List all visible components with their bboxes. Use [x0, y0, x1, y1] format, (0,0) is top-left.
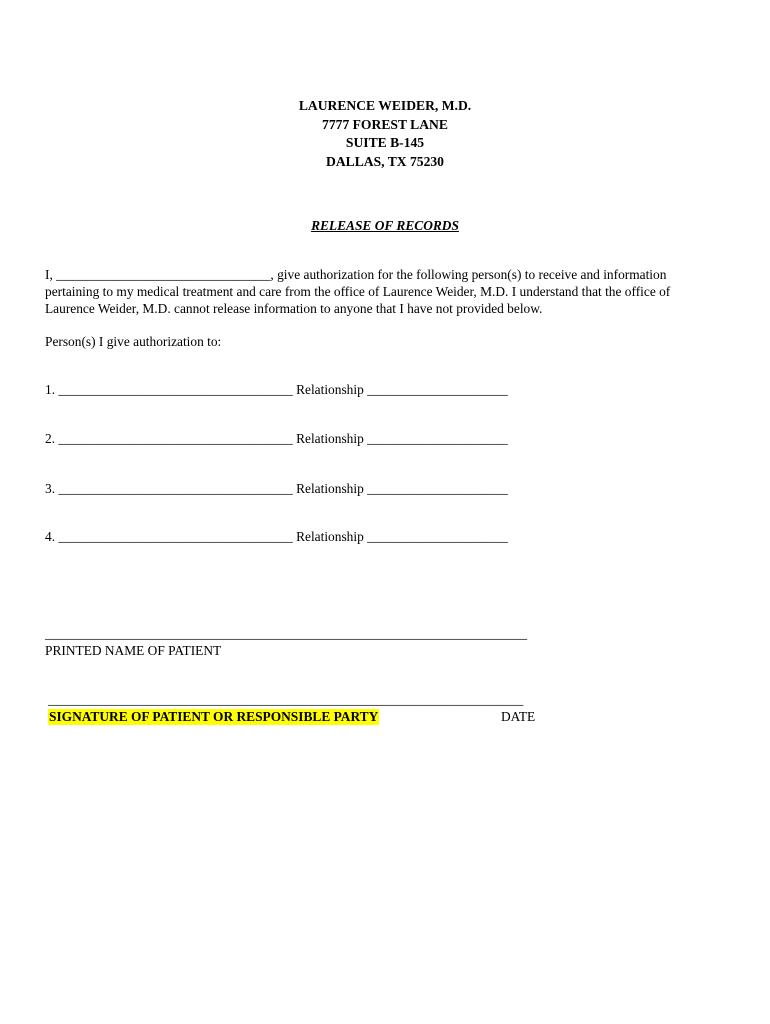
person-line-2[interactable]: 2. ___________________________________ Relationship _____________________ [45, 431, 508, 446]
person-line-4[interactable]: 4. ___________________________________ Relationship _____________________ [45, 529, 508, 544]
printed-name-line[interactable]: ________________________________________________________________________ [45, 626, 528, 641]
authorization-paragraph: I, ________________________________, give authorization for the following person(s) to receive and information pertaining to my medical treatment and care from the office of Laurence Weider, M.D. I understand that the office of Laurence Weider, M.D. cannot release information to anyone that I have not provided below. [45, 267, 671, 316]
date-label: DATE [501, 709, 536, 724]
signature-label: SIGNATURE OF PATIENT OR RESPONSIBLE PARTY [49, 709, 379, 724]
person-line-3[interactable]: 3. ___________________________________ Relationship _____________________ [45, 481, 508, 496]
persons-intro: Person(s) I give authorization to: [45, 334, 222, 349]
person-line-1[interactable]: 1. ___________________________________ Relationship _____________________ [45, 382, 508, 397]
street-address: 7777 FOREST LANE [322, 116, 448, 132]
printed-name-label: PRINTED NAME OF PATIENT [45, 643, 222, 658]
physician-name: LAURENCE WEIDER, M.D. [298, 98, 472, 113]
signature-line[interactable]: _______________________________________________________________________ [48, 692, 524, 707]
city-state-zip: DALLAS, TX 75230 [326, 153, 444, 169]
suite: SUITE B-145 [345, 135, 425, 150]
document-title: RELEASE OF RECORDS [311, 218, 459, 233]
letterhead [0, 97, 770, 171]
